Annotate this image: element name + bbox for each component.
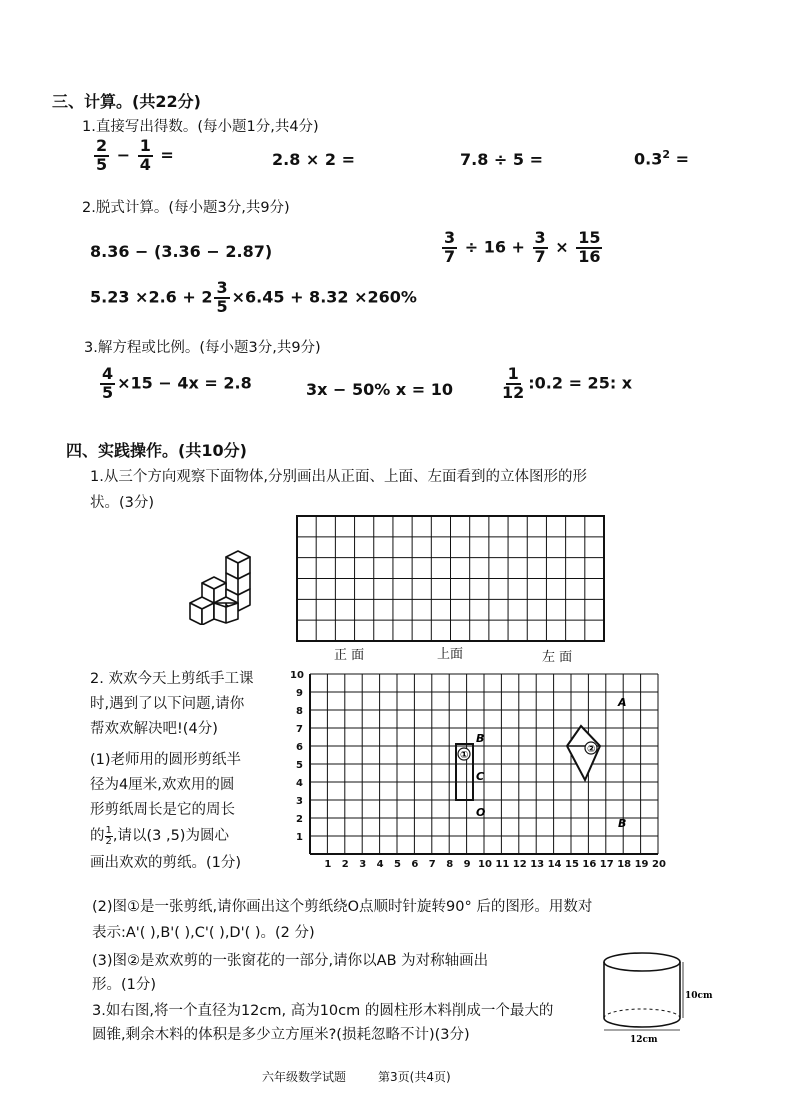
x-tick-label: 19 (634, 859, 649, 870)
q3-expr-1: $\frac{4}{5}$ ×15 − 4x = 2.8 (102, 364, 252, 402)
s4-q2-p2-1: (2)图①是一张剪纸,请你画出这个剪纸绕O点顺时针旋转90° 后的图形。用数对 (92, 899, 593, 915)
s4-q2-p3-1: (3)图②是欢欢剪的一张窗花的一部分,请你以AB 为对称轴画出 (92, 953, 489, 969)
y-tick-label: 10 (290, 670, 304, 681)
y-tick-label: 5 (296, 760, 303, 771)
s4-q1-line2: 状。(3分) (90, 495, 155, 511)
figure-1-label: ① (460, 750, 469, 761)
s4-q2-intro-1: 2. 欢欢今天上剪纸手工课 (90, 671, 254, 687)
q1-expr-1: $\frac{2}{5}$ − $\frac{1}{4}$ = (96, 136, 174, 174)
s4-q2-intro-2: 时,遇到了以下问题,请你 (90, 696, 245, 712)
section-3-title: 三、计算。(共22分) (52, 92, 201, 111)
x-tick-label: 2 (341, 859, 349, 870)
x-tick-label: 10 (478, 859, 492, 870)
q3-title: 3.解方程或比例。(每小题3分,共9分) (84, 340, 321, 356)
x-tick-label: 14 (547, 859, 562, 870)
cube-stack-figure (188, 545, 268, 625)
x-tick-label: 11 (495, 859, 510, 870)
x-tick-label: 20 (652, 859, 666, 870)
cylinder-figure (600, 950, 720, 1045)
q2-title: 2.脱式计算。(每小题3分,共9分) (82, 200, 290, 216)
q1-expr-3: 7.8 ÷ 5 = (460, 150, 543, 169)
s4-q3-line1: 3.如右图,将一个直径为12cm, 高为10cm 的圆柱形木料削成一个最大的 (92, 1003, 554, 1019)
x-tick-label: 8 (446, 859, 454, 870)
section-4-title: 四、实践操作。(共10分) (66, 441, 247, 460)
point-b2-label: B (618, 817, 627, 830)
y-tick-label: 6 (296, 742, 303, 753)
s4-q3-line2: 圆锥,剩余木料的体积是多少立方厘米?(损耗忽略不计)(3分) (92, 1027, 470, 1043)
s4-q2-p1-4: 的 $\frac{1}{2}$ ,请以(3 ,5)为圆心 (90, 824, 229, 847)
coordinate-grid[interactable] (288, 664, 682, 874)
s4-q1-line1: 1.从三个方向观察下面物体,分别画出从正面、上面、左面看到的立体图形的形 (90, 469, 587, 485)
y-tick-label: 2 (296, 814, 303, 825)
q1-expr-2: 2.8 × 2 = (272, 150, 355, 169)
y-tick-label: 9 (296, 688, 303, 699)
q2-expr-2: $\frac{3}{7}$ ÷ 16 + $\frac{3}{7}$ × $\frac{15}{16}$ (444, 228, 601, 266)
x-tick-label: 3 (359, 859, 367, 870)
point-a-label: A (618, 696, 627, 709)
x-tick-label: 16 (582, 859, 597, 870)
y-tick-label: 8 (296, 706, 303, 717)
s4-q2-p1-3: 形剪纸周长是它的周长 (90, 802, 235, 818)
x-tick-label: 17 (599, 859, 614, 870)
q2-expr-3: 5.23 ×2.6 + 2 $\frac{3}{5}$ ×6.45 + 8.32 ×260% (90, 278, 417, 316)
x-tick-label: 9 (463, 859, 471, 870)
s4-q2-intro-3: 帮欢欢解决吧!(4分) (90, 721, 218, 737)
q1-title: 1.直接写出得数。(每小题1分,共4分) (82, 119, 319, 135)
footer-right: 第3页(共4页) (378, 1070, 451, 1084)
point-b-label: B (476, 732, 485, 745)
x-tick-label: 15 (565, 859, 579, 870)
x-tick-label: 1 (324, 859, 332, 870)
point-o-label: O (476, 806, 486, 819)
diameter-label: 12cm (630, 1035, 658, 1045)
drawing-grid-views[interactable] (296, 515, 606, 643)
s4-q2-p3-2: 形。(1分) (92, 977, 157, 993)
figure-2-label: ② (587, 744, 596, 755)
q2-expr-1: 8.36 − (3.36 − 2.87) (90, 242, 273, 261)
y-tick-label: 1 (296, 832, 303, 843)
height-label: 10cm (685, 991, 713, 1001)
label-top: 上面 (437, 647, 464, 662)
s4-q2-p1-1: (1)老师用的圆形剪纸半 (90, 752, 242, 768)
x-tick-label: 7 (428, 859, 436, 870)
x-tick-label: 13 (530, 859, 545, 870)
label-left: 左 面 (542, 650, 573, 665)
q3-expr-3: $\frac{1}{12}$ :0.2 = 25: x (502, 364, 633, 402)
s4-q2-p1-2: 径为4厘米,欢欢用的圆 (90, 777, 235, 793)
s4-q2-p2-2: 表示:A'( ),B'( ),C'( ),D'( )。(2 分) (92, 925, 315, 941)
x-tick-label: 4 (376, 859, 384, 870)
footer-left: 六年级数学试题 (262, 1070, 347, 1084)
y-tick-label: 4 (296, 778, 303, 789)
x-tick-label: 5 (394, 859, 401, 870)
x-tick-label: 12 (512, 859, 527, 870)
y-tick-label: 3 (296, 796, 303, 807)
x-tick-label: 6 (411, 859, 419, 870)
y-tick-label: 7 (296, 724, 303, 735)
q3-expr-2: 3x − 50% x = 10 (306, 380, 453, 399)
label-front: 正 面 (334, 648, 365, 663)
point-c-label: C (476, 770, 485, 783)
x-tick-label: 18 (617, 859, 632, 870)
q1-expr-4: $0.3^2$ = (634, 148, 689, 169)
s4-q2-p1-5: 画出欢欢的剪纸。(1分) (90, 855, 242, 871)
